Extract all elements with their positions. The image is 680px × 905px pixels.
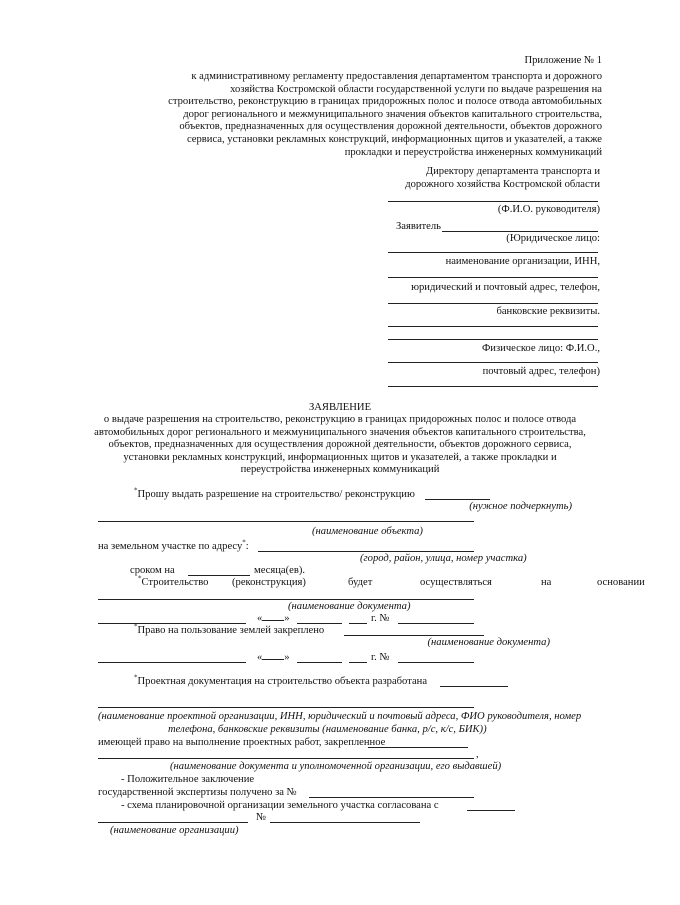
date-row-2 [257, 652, 290, 665]
address-format-hint: (город, район, улица, номер участка) [360, 553, 527, 564]
document-number-line[interactable] [398, 623, 474, 624]
basis-word [138, 574, 209, 590]
applicant-line[interactable] [388, 386, 598, 387]
scheme-org-details-line[interactable] [98, 822, 248, 823]
org-hint: (наименование организации) [110, 825, 239, 836]
date-row-1 [257, 613, 290, 626]
year-suffix: г. № [371, 613, 390, 624]
plot-address-line[interactable] [258, 551, 474, 552]
designer-details-line[interactable] [98, 707, 474, 708]
year-suffix: г. № [371, 652, 390, 663]
appendix-text [132, 71, 602, 159]
statement-title: ЗАЯВЛЕНИЕ [308, 402, 372, 413]
footnote-mark: * [242, 538, 246, 547]
year-field[interactable] [349, 623, 367, 624]
underline-hint: (нужное подчеркнуть) [469, 501, 572, 512]
object-hint: (наименование объекта) [312, 526, 423, 537]
designer-line[interactable] [440, 686, 508, 687]
applicant-line[interactable] [388, 326, 598, 327]
appendix-title: Приложение № 1 [524, 55, 602, 66]
person-address-hint: почтовый адрес, телефон) [482, 366, 600, 377]
quote-open: « [257, 613, 263, 624]
applicant-line[interactable] [442, 231, 598, 232]
request-type-line[interactable] [425, 499, 490, 500]
basis-document-line[interactable] [98, 599, 474, 600]
appendix-line: объектов, предназначенных для осуществления дорожной деятельности, объектов дорожного [179, 121, 602, 133]
addressee-line-2: дорожного хозяйства Костромской области [405, 179, 600, 190]
expertise-line-1: - Положительное заключение [121, 774, 255, 785]
footnote-mark: * [138, 574, 142, 583]
project-docs-text [134, 673, 428, 689]
footnote-mark: * [134, 622, 138, 631]
footnote-mark: * [134, 673, 138, 682]
quote-close: » [284, 652, 290, 663]
scheme-org-line[interactable] [467, 810, 515, 811]
land-document-line[interactable] [344, 635, 484, 636]
appendix-line: сервиса, установки рекламных конструкций, информационных щитов и указателей, а также [186, 133, 602, 145]
appendix-line: строительство, реконструкцию в границах придорожных полос и полосе отвода автомобильных [168, 96, 602, 108]
license-hint: (наименование документа и уполномоченной организации, его выдавшей) [170, 761, 502, 772]
expertise-number-line[interactable] [309, 797, 474, 798]
basis-word-5: основании [597, 577, 645, 588]
land-right-label: Право на пользование землей закреплено [137, 625, 325, 636]
project-docs-label: Проектная документация на строительство объекта разработана [137, 676, 428, 687]
plot-label: на земельном участке по адресу [98, 541, 243, 552]
designer-hint-2: телефона, банковские реквизиты (наименование банка, р/с, к/с, БИК)) [168, 724, 487, 735]
request-label: Прошу выдать разрешение на строительство/ реконструкцию [137, 489, 415, 500]
subtitle-line: автомобильных дорог регионального и межмуниципального значения объектов капитального строительства, [94, 426, 586, 438]
appendix-line: хозяйства Костромской области государственной услуги по выдаче разрешения на [230, 83, 602, 95]
basis-word-3: осуществляться [420, 577, 492, 588]
appendix-line: дорог регионального и межмуниципального значения объектов капитального строительства, [183, 108, 602, 120]
day-field[interactable] [262, 659, 284, 660]
subtitle-line: о выдаче разрешения на строительство, реконструкцию в границах придорожных полос и полосе отвода [103, 414, 577, 425]
document-hint-2: (наименование документа) [427, 637, 550, 648]
subtitle-line: установки рекламных конструкций, информационных щитов и указателей, а также прокладки и [123, 451, 557, 463]
land-issuer-line[interactable] [98, 662, 246, 663]
month-field[interactable] [297, 623, 342, 624]
number-sign: № [256, 812, 267, 823]
document-hint: (наименование документа) [288, 601, 411, 612]
basis-word-2: будет [348, 577, 373, 588]
applicant-line[interactable] [388, 303, 598, 304]
day-field[interactable] [262, 620, 284, 621]
addressee-line-1: Директору департамента транспорта и [425, 166, 600, 177]
basis-word-0: Строительство [141, 577, 209, 588]
expertise-line-2: государственной экспертизы получено за № [98, 787, 297, 798]
statement-subtitle [80, 414, 600, 477]
scheme-number-line[interactable] [270, 822, 420, 823]
applicant-line[interactable] [388, 339, 598, 340]
document-issuer-line[interactable] [98, 623, 246, 624]
term-suffix: месяца(ев). [254, 565, 306, 576]
footnote-mark: * [134, 486, 138, 495]
license-text: имеющей право на выполнение проектных работ, закрепленное [98, 737, 386, 748]
applicant-line[interactable] [388, 362, 598, 363]
plot-address-label [98, 538, 249, 554]
subtitle-line: переустройства инженерных коммуникаций [240, 464, 440, 476]
quote-open: « [257, 652, 263, 663]
term-months-line[interactable] [188, 575, 250, 576]
land-number-line[interactable] [398, 662, 474, 663]
address-hint: юридический и почтовый адрес, телефон, [411, 282, 600, 293]
license-details-line[interactable] [98, 758, 474, 759]
license-comma: , [476, 749, 479, 760]
quote-close: » [284, 613, 290, 624]
bank-hint: банковские реквизиты. [496, 306, 600, 317]
org-hint: наименование организации, ИНН, [445, 256, 600, 267]
applicant-line[interactable] [388, 277, 598, 278]
object-name-line[interactable] [98, 521, 474, 522]
month-field[interactable] [297, 662, 342, 663]
scheme-text: - схема планировочной организации земельного участка согласована с [121, 800, 439, 811]
person-hint: Физическое лицо: Ф.И.О., [481, 343, 600, 354]
request-text [134, 486, 415, 502]
license-line[interactable] [368, 747, 468, 748]
head-name-line[interactable] [388, 201, 598, 202]
land-right-text [134, 622, 325, 638]
applicant-label: Заявитель [396, 221, 442, 232]
applicant-line[interactable] [388, 252, 598, 253]
plot-suffix: : [245, 541, 249, 552]
basis-word-4: на [541, 577, 552, 588]
year-field[interactable] [349, 662, 367, 663]
term-prefix: сроком на [130, 565, 175, 576]
appendix-line: прокладки и переустройства инженерных коммуникаций [344, 146, 602, 158]
subtitle-line: объектов, предназначенных для осуществления дорожной деятельности, объектов дорожного сервиса, [108, 439, 572, 451]
legal-entity-hint: (Юридическое лицо: [506, 233, 600, 244]
appendix-line: к административному регламенту предоставления департаментом транспорта и дорожного [191, 71, 602, 82]
basis-word-1: (реконструкция) [232, 577, 306, 588]
head-name-hint: (Ф.И.О. руководителя) [497, 204, 600, 215]
designer-hint-1: (наименование проектной организации, ИНН, юридический и почтовый адреса, ФИО руководителя, номер [98, 711, 582, 722]
